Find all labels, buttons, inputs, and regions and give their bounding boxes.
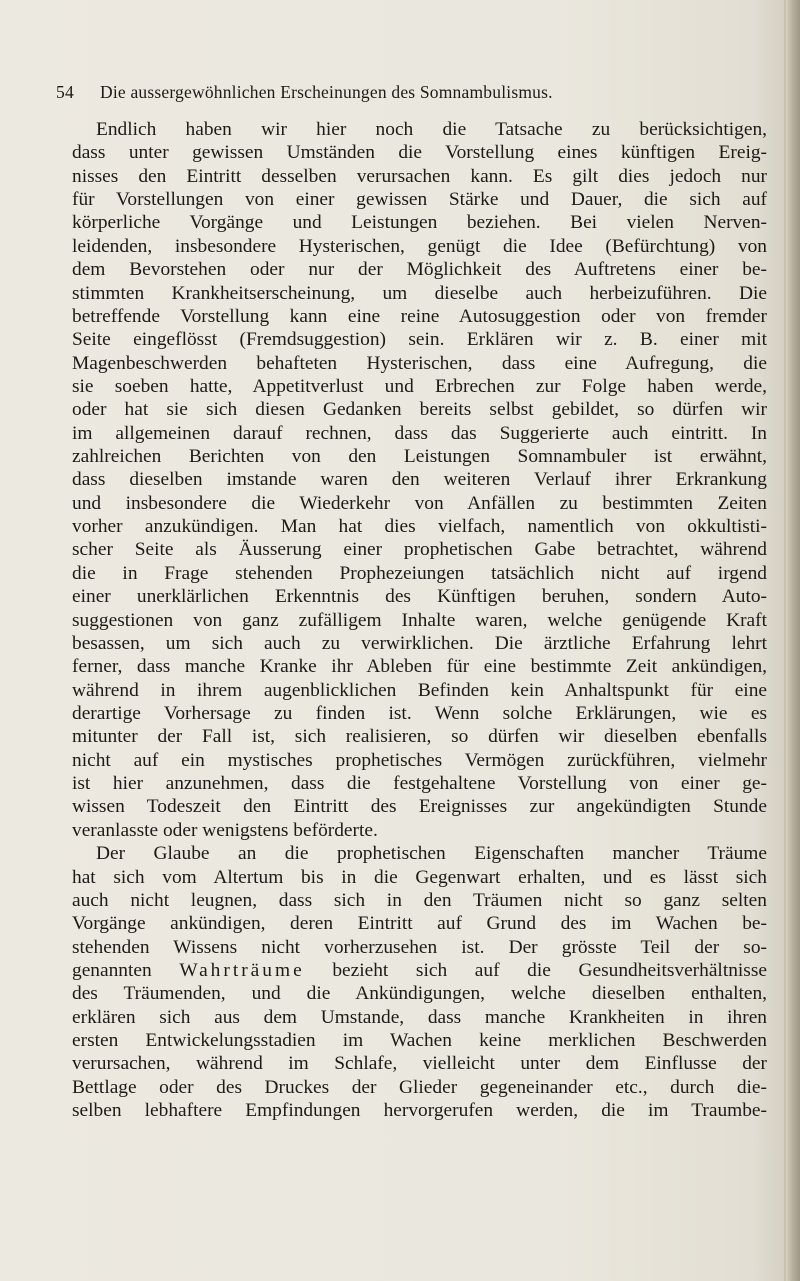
text-line: oder hat sie sich diesen Gedanken bereits selbst gebildet, so dürfen wir xyxy=(72,399,767,421)
text-line: nisses den Eintritt desselben verursachen kann. Es gilt dies jedoch nur xyxy=(72,165,767,187)
text-fragment: genannten xyxy=(72,959,152,981)
text-line: nicht auf ein mystisches prophetisches Vermögen zurückführen, vielmehr xyxy=(72,749,767,771)
text-line-with-spaced-term xyxy=(72,959,767,982)
text-line: Vorgänge ankündigen, deren Eintritt auf Grund des im Wachen be- xyxy=(72,913,767,935)
text-line: derartige Vorhersage zu finden ist. Wenn solche Erklärungen, wie es xyxy=(72,702,767,724)
text-line: körperliche Vorgänge und Leistungen beziehen. Bei vielen Nerven- xyxy=(72,212,767,234)
text-line: wissen Todeszeit den Eintritt des Ereignisses zur angekündigten Stunde xyxy=(72,796,767,818)
text-line: Endlich haben wir hier noch die Tatsache zu berücksichtigen, xyxy=(96,119,767,140)
text-line: und insbesondere die Wiederkehr von Anfällen zu bestimmten Zeiten xyxy=(72,492,767,514)
text-line: selben lebhaftere Empfindungen hervorgerufen werden, die im Traumbe- xyxy=(72,1100,767,1122)
text-line: veranlasste oder wenigstens beförderte. xyxy=(72,819,378,841)
text-line: besassen, um sich auch zu verwirklichen. Die ärztliche Erfahrung lehrt xyxy=(72,632,767,654)
running-head xyxy=(56,82,776,106)
text-line: stimmten Krankheitserscheinung, um dieselbe auch herbeizuführen. Die xyxy=(72,282,767,304)
text-line: auch nicht leugnen, dass sich in den Träumen nicht so ganz selten xyxy=(72,889,767,911)
page-number: 54 xyxy=(56,82,74,102)
text-line: einer unerklärlichen Erkenntnis des Künftigen beruhen, sondern Auto- xyxy=(72,586,767,608)
text-line: suggestionen von ganz zufälligem Inhalte waren, welche genügende Kraft xyxy=(72,609,767,631)
text-line: vorher anzukündigen. Man hat dies vielfach, namentlich von okkultisti- xyxy=(72,516,767,538)
text-line: zahlreichen Berichten von den Leistungen Somnambuler ist erwähnt, xyxy=(72,446,767,468)
book-binding-edge xyxy=(786,0,800,1281)
text-line: ersten Entwickelungsstadien im Wachen keine merklichen Beschwerden xyxy=(72,1030,767,1052)
text-line: die in Frage stehenden Prophezeiungen tatsächlich nicht auf irgend xyxy=(72,562,767,584)
text-line: dem Bevorstehen oder nur der Möglichkeit des Auftretens einer be- xyxy=(72,259,767,281)
text-line: Der Glaube an die prophetischen Eigenschaften mancher Träume xyxy=(96,843,767,865)
text-line: Seite eingeflösst (Fremdsuggestion) sein. Erklären wir z. B. einer mit xyxy=(72,329,767,351)
text-line: ist hier anzunehmen, dass die festgehaltene Vorstellung von einer ge- xyxy=(72,773,767,795)
text-fragment: bezieht sich auf die Gesundheitsverhältnisse xyxy=(332,959,767,981)
text-line: leidenden, insbesondere Hysterischen, genügt die Idee (Befürchtung) von xyxy=(72,235,767,257)
text-line: für Vorstellungen von einer gewissen Stärke und Dauer, die sich auf xyxy=(72,189,767,211)
text-line: mitunter der Fall ist, sich realisieren, so dürfen wir dieselben ebenfalls xyxy=(72,726,767,748)
text-line: des Träumenden, und die Ankündigungen, welche dieselben enthalten, xyxy=(72,983,767,1005)
text-line: ferner, dass manche Kranke ihr Ableben für eine bestimmte Zeit ankündigen, xyxy=(72,656,767,678)
text-line: Magenbeschwerden behafteten Hysterischen, dass eine Aufregung, die xyxy=(72,352,767,374)
running-title: Die aussergewöhnlichen Erscheinungen des Somnambulismus. xyxy=(100,82,553,102)
text-line: im allgemeinen darauf rechnen, dass das Suggerierte auch eintritt. In xyxy=(72,422,767,444)
text-line: während in ihrem augenblicklichen Befinden kein Anhaltspunkt für eine xyxy=(72,679,767,701)
text-line: Bettlage oder des Druckes der Glieder gegeneinander etc., durch die- xyxy=(72,1076,767,1098)
body-text xyxy=(72,118,767,1122)
text-line: stehenden Wissens nicht vorherzusehen ist. Der grösste Teil der so- xyxy=(72,936,767,958)
text-line: scher Seite als Äusserung einer prophetischen Gabe betrachtet, während xyxy=(72,539,767,561)
text-line: betreffende Vorstellung kann eine reine Autosuggestion oder von fremder xyxy=(72,305,767,327)
text-line: erklären sich aus dem Umstande, dass manche Krankheiten in ihren xyxy=(72,1006,767,1028)
spaced-term: Wahrträume xyxy=(179,959,305,981)
text-line: verursachen, während im Schlafe, vielleicht unter dem Einflusse der xyxy=(72,1053,767,1075)
text-line: dass dieselben imstande waren den weiteren Verlauf ihrer Erkrankung xyxy=(72,469,767,491)
text-line: sie soeben hatte, Appetitverlust und Erbrechen zur Folge haben werde, xyxy=(72,375,767,397)
text-line: hat sich vom Altertum bis in die Gegenwart erhalten, und es lässt sich xyxy=(72,866,767,888)
text-line: dass unter gewissen Umständen die Vorstellung eines künftigen Ereig- xyxy=(72,142,767,164)
